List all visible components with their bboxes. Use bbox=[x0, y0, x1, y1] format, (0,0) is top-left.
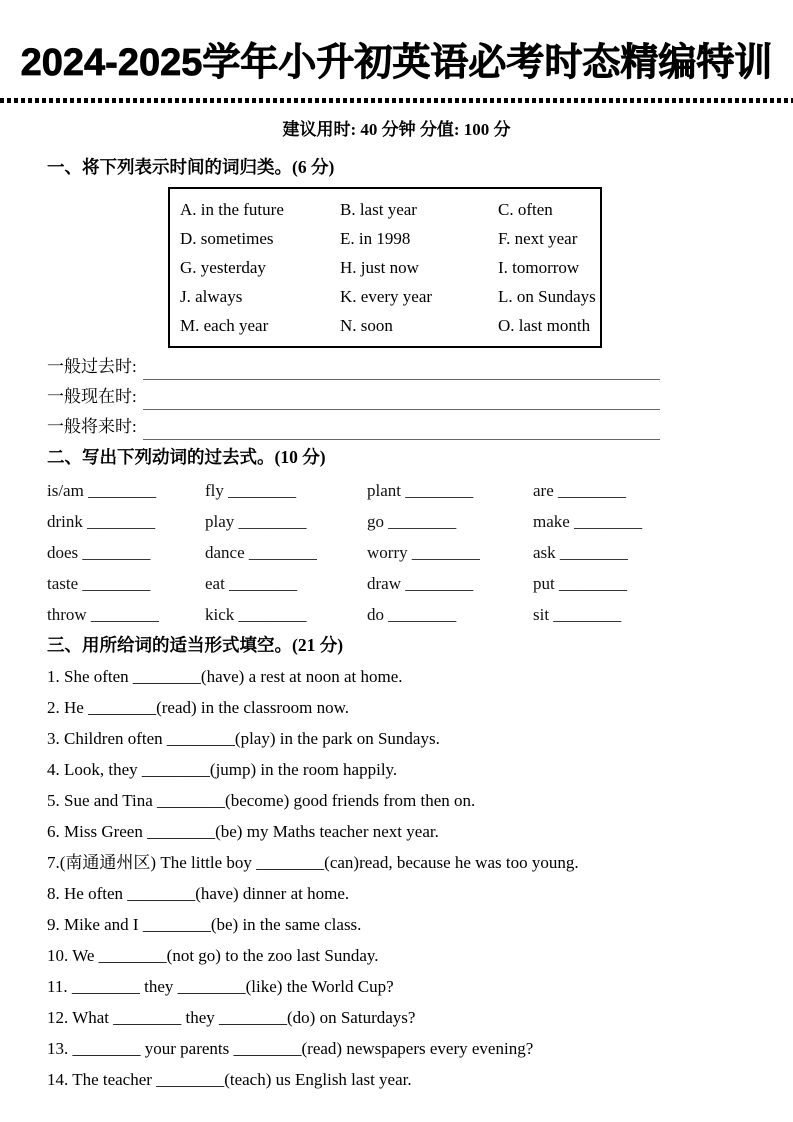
verb-item: draw ________ bbox=[367, 573, 474, 593]
answer-blank-line bbox=[143, 358, 660, 380]
tense-answer-row bbox=[47, 350, 748, 380]
section-three-heading: 三、用所给词的适当形式填空。(21 分) bbox=[47, 634, 344, 655]
verb-item: play ________ bbox=[205, 511, 307, 531]
verb-item: fly ________ bbox=[205, 480, 297, 500]
question-item: 11. ________ they ________(like) the World Cup? bbox=[47, 976, 394, 996]
time-word-option: M. each year bbox=[180, 315, 269, 335]
verb-item: do ________ bbox=[367, 604, 457, 624]
verb-item: make ________ bbox=[533, 511, 643, 531]
time-word-option: E. in 1998 bbox=[340, 228, 411, 248]
time-word-option: F. next year bbox=[498, 228, 578, 248]
time-word-option: J. always bbox=[180, 286, 243, 306]
worksheet-content bbox=[0, 152, 793, 1095]
time-word-option: L. on Sundays bbox=[498, 286, 596, 306]
tense-label: 一般将来时: bbox=[47, 416, 137, 436]
question-item: 10. We ________(not go) to the zoo last Sunday. bbox=[47, 945, 379, 965]
question-item: 3. Children often ________(play) in the park on Sundays. bbox=[47, 728, 440, 748]
time-word-option: B. last year bbox=[340, 199, 417, 219]
tense-label: 一般过去时: bbox=[47, 356, 137, 376]
verb-item: plant ________ bbox=[367, 480, 474, 500]
verb-grid bbox=[47, 475, 748, 630]
time-word-option: N. soon bbox=[340, 315, 393, 335]
section-one-heading: 一、将下列表示时间的词归类。(6 分) bbox=[47, 156, 335, 177]
verb-item: is/am ________ bbox=[47, 480, 157, 500]
tense-label: 一般现在时: bbox=[47, 386, 137, 406]
verb-item: go ________ bbox=[367, 511, 457, 531]
question-list bbox=[47, 661, 748, 1095]
question-item: 6. Miss Green ________(be) my Maths teacher next year. bbox=[47, 821, 439, 841]
verb-item: sit ________ bbox=[533, 604, 622, 624]
verb-item: are ________ bbox=[533, 480, 627, 500]
question-item: 12. What ________ they ________(do) on Saturdays? bbox=[47, 1007, 416, 1027]
question-item: 2. He ________(read) in the classroom now. bbox=[47, 697, 349, 717]
verb-item: eat ________ bbox=[205, 573, 298, 593]
verb-item: does ________ bbox=[47, 542, 151, 562]
answer-blank-line bbox=[143, 418, 660, 440]
exam-meta: 建议用时: 40 分钟 分值: 100 分 bbox=[282, 119, 511, 139]
time-word-option: I. tomorrow bbox=[498, 257, 580, 277]
time-word-option: A. in the future bbox=[180, 199, 284, 219]
verb-item: put ________ bbox=[533, 573, 627, 593]
tense-answer-lines bbox=[47, 350, 748, 440]
time-word-option: G. yesterday bbox=[180, 257, 266, 277]
time-word-option: K. every year bbox=[340, 286, 433, 306]
question-item: 8. He often ________(have) dinner at home. bbox=[47, 883, 350, 903]
question-item: 1. She often ________(have) a rest at noon at home. bbox=[47, 666, 403, 686]
time-word-option: O. last month bbox=[498, 315, 591, 335]
question-item: 14. The teacher ________(teach) us English last year. bbox=[47, 1069, 412, 1089]
dotted-divider bbox=[0, 98, 793, 103]
question-item: 9. Mike and I ________(be) in the same class. bbox=[47, 914, 362, 934]
tense-answer-row bbox=[47, 380, 748, 410]
question-item: 7.(南通通州区) The little boy ________(can)read, because he was too young. bbox=[47, 852, 579, 872]
question-item: 13. ________ your parents ________(read) newspapers every evening? bbox=[47, 1038, 534, 1058]
page-title: 2024-2025学年小升初英语必考时态精编特训 bbox=[20, 42, 773, 84]
verb-item: worry ________ bbox=[367, 542, 480, 562]
section-two-heading: 二、写出下列动词的过去式。(10 分) bbox=[47, 446, 326, 467]
verb-item: taste ________ bbox=[47, 573, 151, 593]
answer-blank-line bbox=[143, 388, 660, 410]
verb-item: drink ________ bbox=[47, 511, 156, 531]
verb-item: kick ________ bbox=[205, 604, 307, 624]
tense-answer-row bbox=[47, 410, 748, 440]
question-item: 4. Look, they ________(jump) in the room happily. bbox=[47, 759, 398, 779]
question-item: 5. Sue and Tina ________(become) good friends from then on. bbox=[47, 790, 476, 810]
verb-item: dance ________ bbox=[205, 542, 317, 562]
time-words-box bbox=[168, 187, 602, 348]
verb-item: throw ________ bbox=[47, 604, 159, 624]
time-word-option: H. just now bbox=[340, 257, 419, 277]
time-word-option: D. sometimes bbox=[180, 228, 274, 248]
time-word-option: C. often bbox=[498, 199, 553, 219]
verb-item: ask ________ bbox=[533, 542, 628, 562]
